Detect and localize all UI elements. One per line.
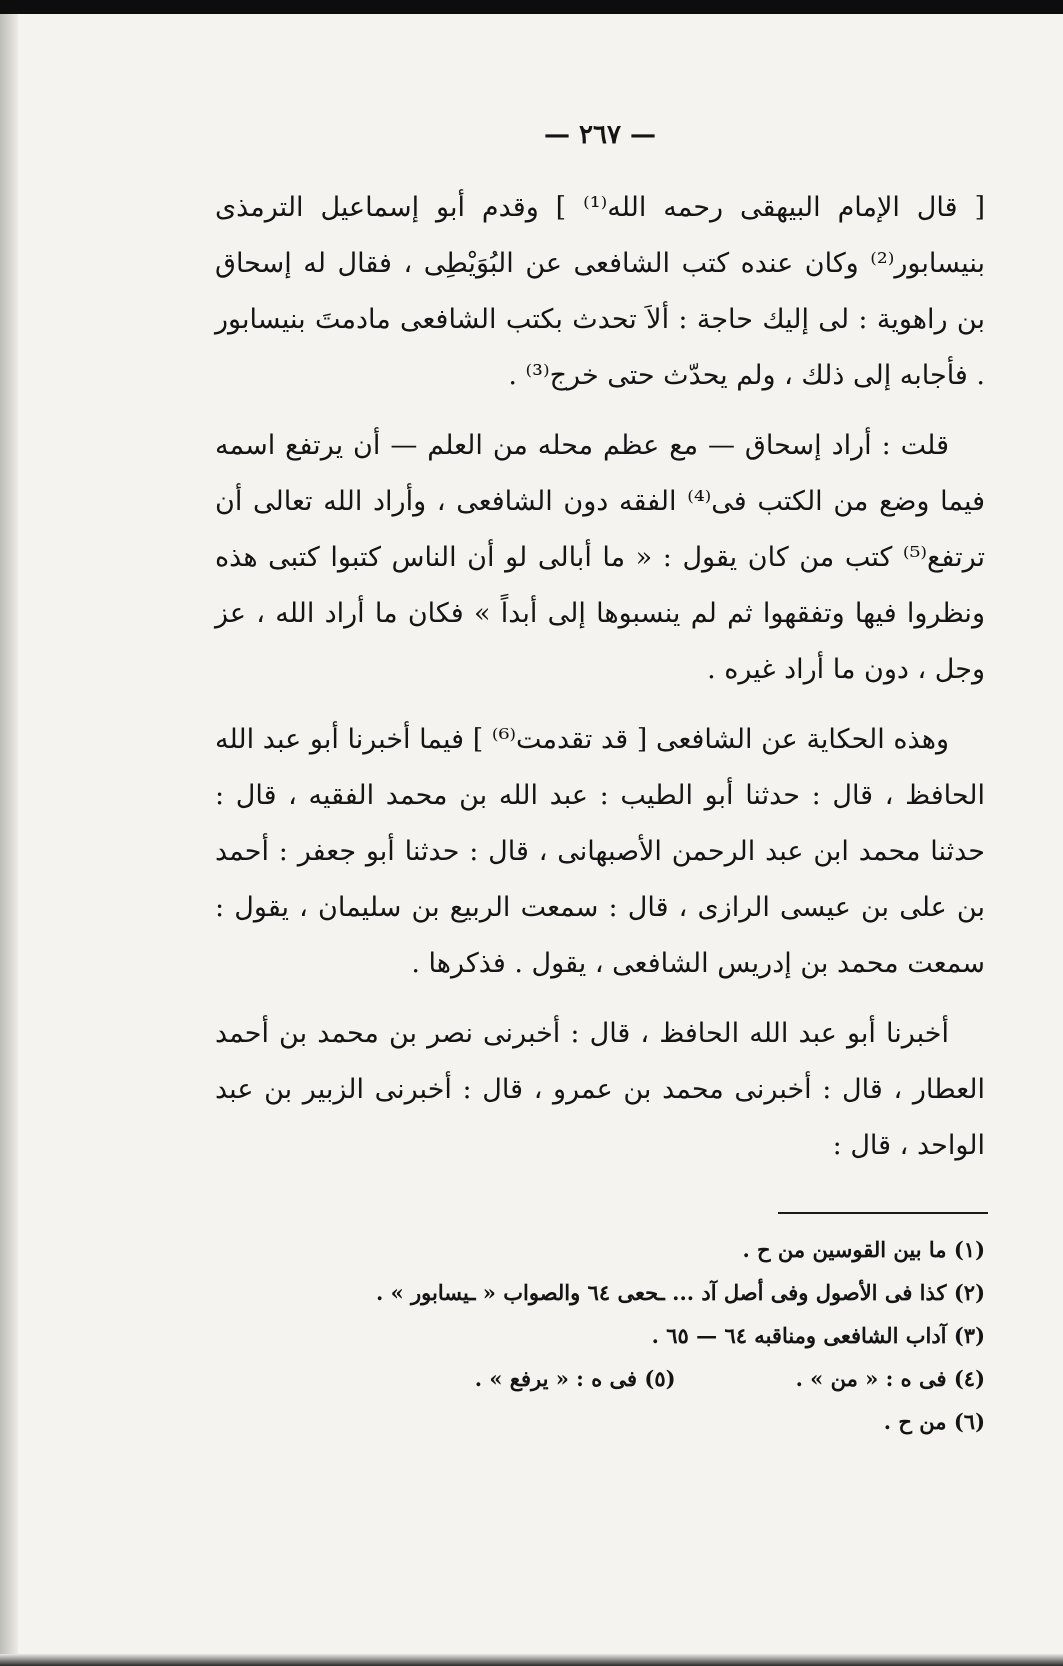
scan-bottom-edge: [0, 1654, 1063, 1666]
footnote-divider: [778, 1212, 988, 1214]
page-number: — ٢٦٧ —: [543, 120, 657, 150]
paragraph: قلت : أراد إسحاق — مع عظم محله من العلم — أن يرتفع اسمه فيما وضع من الكتب فى⁽⁴⁾ الفقه دون الشافعى ، وأراد الله تعالى أن ترتفع⁽⁵⁾ كتب من كان يقول : « ما أبالى لو أن الناس كتبوا كتبى هذه ونظروا فيها وتفقهوا ثم لم ينسبوها إلى أبداً » فكان ما أراد الله ، عز وجل ، دون ما أراد غيره .: [215, 430, 985, 685]
footnote-1: (١) ما بين القوسين من ح .: [742, 1237, 985, 1262]
footnote-2: (٢) كذا فى الأصول وفى أصل آد ... ـحعى ٦٤ والصواب « ـيسابور » .: [375, 1280, 985, 1305]
footnote-3: (٣) آداب الشافعى ومناقبه ٦٤ — ٦٥ .: [651, 1323, 985, 1348]
footnote-6: (٦) من ح .: [883, 1409, 985, 1434]
footnote-4: (٤) فى ه : « من » .: [795, 1366, 985, 1391]
footnotes: [215, 1228, 985, 1443]
page-body: [215, 120, 985, 1188]
scan-top-edge: [0, 0, 1063, 14]
footnote-5: (٥) فى ه : « يرفع » .: [474, 1366, 676, 1391]
paragraph: أخبرنا أبو عبد الله الحافظ ، قال : أخبرنى نصر بن محمد بن أحمد العطار ، قال : أخبرنى محمد بن عمرو ، قال : أخبرنى الزبير بن عبد الواحد ، قال :: [215, 1018, 985, 1161]
paragraph: [ قال الإمام البيهقى رحمه الله⁽¹⁾ ] وقدم أبو إسماعيل الترمذى بنيسابور⁽²⁾ وكان عنده كتب الشافعى عن البُوَيْطِى ، فقال له إسحاق بن راهوية : لى إليك حاجة : ألاَ تحدث بكتب الشافعى مادمتَ بنيسابور . فأجابه إلى ذلك ، ولم يحدّث حتى خرج⁽³⁾ .: [215, 192, 985, 391]
paragraph: وهذه الحكاية عن الشافعى [ قد تقدمت⁽⁶⁾ ] فيما أخبرنا أبو عبد الله الحافظ ، قال : حدثنا أبو الطيب : عبد الله بن محمد الفقيه ، قال : حدثنا محمد ابن عبد الرحمن الأصبهانى ، قال : حدثنا أبو جعفر : أحمد بن على بن عيسى الرازى ، قال : سمعت الربيع بن سليمان ، يقول : سمعت محمد بن إدريس الشافعى ، يقول . فذكرها .: [215, 724, 985, 979]
scan-left-edge: [0, 14, 18, 1654]
footnote-4-5-line: [215, 1357, 985, 1400]
